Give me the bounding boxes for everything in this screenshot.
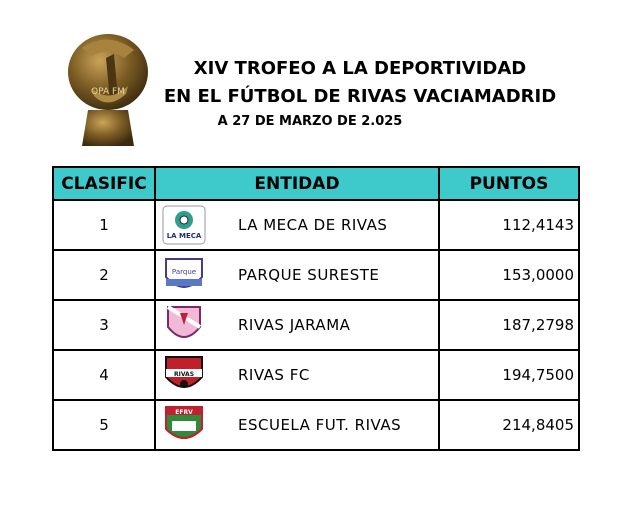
table-row <box>53 350 579 400</box>
svg-text:EFRV: EFRV <box>175 409 193 416</box>
parque-sureste-logo-icon <box>162 255 206 295</box>
trophy-medal-icon <box>62 28 154 148</box>
rivas-fc-logo-icon <box>162 355 206 395</box>
svg-text:RIVAS: RIVAS <box>173 371 195 378</box>
entity-name: RIVAS FC <box>238 366 310 384</box>
rank-cell: 1 <box>53 200 155 250</box>
rank-cell: 3 <box>53 300 155 350</box>
title-line-1: XIV TROFEO A LA DEPORTIVIDAD <box>193 58 527 79</box>
table-row <box>53 300 579 350</box>
points-cell: 214,8405 <box>439 400 579 450</box>
header-rank: CLASIFIC <box>53 167 155 200</box>
points-cell: 112,4143 <box>439 200 579 250</box>
svg-text:Parque: Parque <box>171 268 197 276</box>
rank-cell: 5 <box>53 400 155 450</box>
entity-cell <box>155 200 439 250</box>
table-row <box>53 250 579 300</box>
escuela-fut-rivas-logo-icon <box>162 405 206 445</box>
table-header-row <box>53 167 579 200</box>
svg-text:OPA FM: OPA FM <box>91 87 125 97</box>
points-cell: 194,7500 <box>439 350 579 400</box>
header-points: PUNTOS <box>439 167 579 200</box>
entity-cell <box>155 250 439 300</box>
points-cell: 187,2798 <box>439 300 579 350</box>
svg-text:LA MECA: LA MECA <box>166 232 202 240</box>
entity-cell <box>155 400 439 450</box>
rank-cell: 2 <box>53 250 155 300</box>
entity-name: LA MECA DE RIVAS <box>238 216 388 234</box>
entity-name: ESCUELA FUT. RIVAS <box>238 416 402 434</box>
entity-cell <box>155 300 439 350</box>
la-meca-logo-icon <box>162 205 206 245</box>
date-line: A 27 DE MARZO DE 2.025 <box>217 114 403 129</box>
table-row <box>53 400 579 450</box>
ranking-table <box>52 166 580 451</box>
entity-name: PARQUE SURESTE <box>238 266 380 284</box>
rivas-jarama-logo-icon <box>162 305 206 345</box>
points-cell: 153,0000 <box>439 250 579 300</box>
title-line-2: EN EL FÚTBOL DE RIVAS VACIAMADRID <box>163 86 557 107</box>
entity-name: RIVAS JARAMA <box>238 316 351 334</box>
header-entity: ENTIDAD <box>155 167 439 200</box>
rank-cell: 4 <box>53 350 155 400</box>
entity-cell <box>155 350 439 400</box>
table-row <box>53 200 579 250</box>
